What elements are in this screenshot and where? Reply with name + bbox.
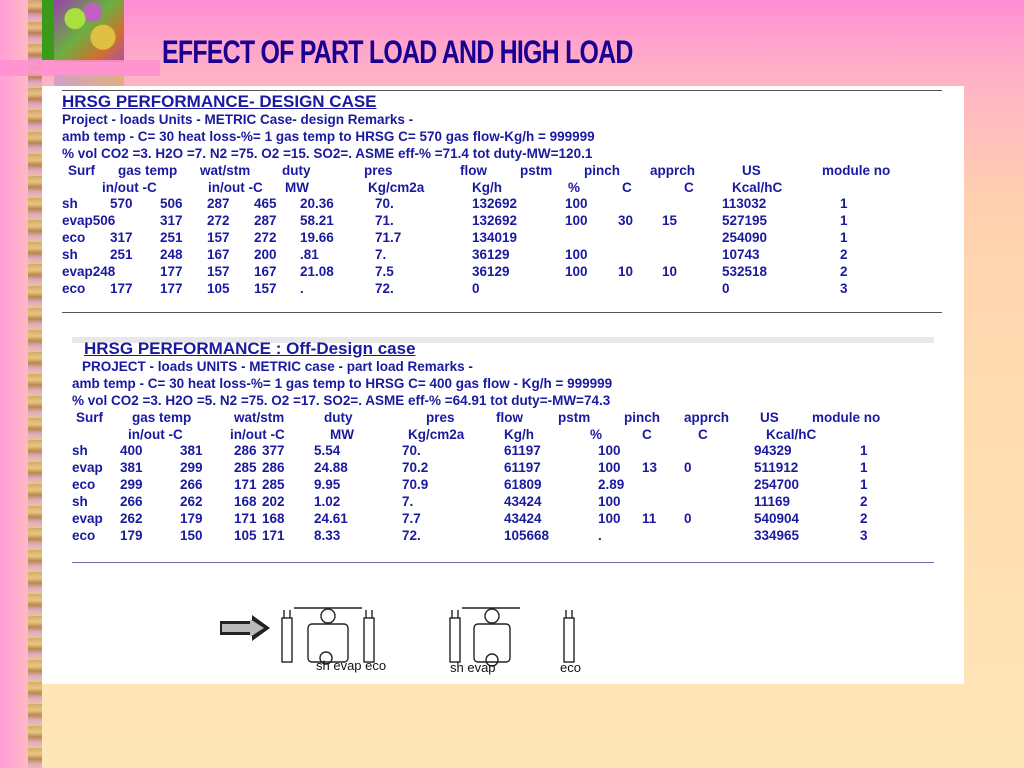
table-cell: 21.08: [300, 264, 334, 280]
table-cell: 58.21: [300, 213, 334, 229]
table-cell: 540904: [754, 511, 800, 527]
column-header: Surf: [68, 162, 95, 178]
column-header: pres: [364, 162, 393, 178]
module-schematic: [220, 604, 580, 680]
table-cell: 43424: [504, 494, 542, 510]
table-cell: 171: [234, 477, 257, 493]
table-cell: 266: [120, 494, 143, 510]
offdesign-bottom-rule: [72, 562, 934, 563]
table-cell: 94329: [754, 443, 792, 459]
column-subheader: C: [698, 426, 708, 442]
design-case-block: [62, 92, 942, 298]
green-accent-bar: [42, 0, 54, 60]
table-cell: 24.61: [314, 511, 348, 527]
column-subheader: Kcal/hC: [766, 426, 817, 442]
table-cell: 61197: [504, 460, 541, 476]
table-cell: 72.: [375, 280, 394, 296]
table-row: [72, 443, 934, 460]
offdesign-header-row-1: [72, 410, 934, 427]
table-cell: 377: [262, 443, 285, 459]
offdesign-info-line: PROJECT - loads UNITS - METRIC case - part load Remarks -: [82, 359, 473, 374]
column-header: pinch: [584, 162, 620, 178]
table-cell: 30: [618, 213, 634, 229]
top-rule: [62, 90, 942, 91]
design-header-row-2: [62, 180, 942, 197]
table-cell: 105: [234, 527, 257, 543]
column-header: flow: [460, 162, 487, 178]
table-row: [72, 460, 934, 477]
table-cell: 132692: [472, 196, 518, 212]
table-cell: 100: [598, 511, 621, 527]
table-cell: 150: [180, 527, 203, 543]
table-cell: 100: [565, 196, 588, 212]
table-cell: 1: [860, 443, 868, 459]
table-row: [72, 494, 934, 511]
table-cell: 511912: [754, 460, 799, 476]
pink-accent-bar: [0, 60, 160, 76]
table-cell: 157: [207, 264, 230, 280]
table-cell: 100: [565, 213, 588, 229]
column-header: flow: [496, 409, 523, 425]
table-cell: 70.2: [402, 460, 429, 476]
table-cell: 5.54: [314, 443, 341, 459]
column-header: pinch: [624, 409, 660, 425]
table-row: [72, 477, 934, 494]
table-cell: 61197: [504, 443, 541, 459]
left-gradient-band: [0, 0, 28, 768]
table-cell: evap248: [62, 264, 116, 280]
table-cell: 134019: [472, 230, 518, 246]
column-header: wat/stm: [200, 162, 251, 178]
table-cell: 251: [110, 247, 133, 263]
table-cell: evap: [72, 460, 103, 476]
table-cell: 286: [262, 460, 285, 476]
column-subheader: in/out -C: [230, 426, 285, 442]
table-cell: 2: [840, 264, 848, 280]
content-panel: [42, 86, 964, 684]
column-subheader: Kcal/hC: [732, 179, 783, 195]
table-cell: 7.: [375, 247, 387, 263]
group2-label: sh evap: [450, 660, 496, 675]
table-cell: 24.88: [314, 460, 348, 476]
table-cell: 71.7: [375, 230, 402, 246]
design-header-row-1: [62, 163, 942, 180]
column-subheader: C: [642, 426, 652, 442]
column-header: gas temp: [132, 409, 192, 425]
table-cell: 7.5: [375, 264, 394, 280]
table-cell: 272: [254, 230, 277, 246]
table-cell: 200: [254, 247, 277, 263]
table-cell: 0: [684, 460, 692, 476]
table-cell: 1: [840, 230, 848, 246]
table-cell: 262: [180, 494, 203, 510]
table-row: [62, 230, 942, 247]
table-cell: 36129: [472, 247, 510, 263]
table-cell: 71.: [375, 213, 394, 229]
table-cell: 179: [120, 527, 143, 543]
table-cell: 286: [234, 443, 257, 459]
offdesign-info-line: % vol CO2 =3. H2O =5. N2 =75. O2 =17. SO2=. ASME eff-% =64.91 tot duty=-MW=74.3: [72, 392, 611, 408]
design-heading: HRSG PERFORMANCE- DESIGN CASE: [62, 92, 377, 111]
table-cell: 272: [207, 213, 230, 229]
table-cell: 10: [662, 264, 678, 280]
table-cell: 157: [254, 280, 277, 296]
column-subheader: Kg/cm2a: [368, 179, 425, 195]
table-cell: 400: [120, 443, 143, 459]
table-cell: 132692: [472, 213, 518, 229]
table-cell: 0: [472, 280, 480, 296]
table-cell: 1.02: [314, 494, 341, 510]
column-header: Surf: [76, 409, 103, 425]
column-header: US: [760, 409, 779, 425]
table-cell: 317: [110, 230, 133, 246]
table-cell: 381: [180, 443, 203, 459]
table-cell: 177: [110, 280, 133, 296]
table-cell: 100: [598, 460, 621, 476]
table-cell: 1: [860, 460, 868, 476]
column-header: apprch: [650, 162, 696, 178]
table-cell: 287: [207, 196, 230, 212]
column-subheader: MW: [285, 179, 309, 195]
table-cell: 266: [180, 477, 203, 493]
column-header: apprch: [684, 409, 730, 425]
table-cell: 105668: [504, 527, 550, 543]
column-subheader: MW: [330, 426, 354, 442]
table-cell: 105: [207, 280, 230, 296]
table-cell: 287: [254, 213, 277, 229]
design-table-body: [62, 196, 942, 297]
table-cell: 285: [262, 477, 285, 493]
table-cell: 248: [160, 247, 183, 263]
design-bottom-rule: [62, 312, 942, 313]
table-cell: 61809: [504, 477, 542, 493]
column-subheader: %: [590, 426, 603, 442]
group1-label: sh evap eco: [316, 658, 387, 673]
column-header: module no: [812, 409, 881, 425]
table-cell: 570: [110, 196, 133, 212]
table-cell: 285: [234, 460, 257, 476]
table-cell: 506: [160, 196, 183, 212]
table-cell: 3: [840, 280, 848, 296]
table-cell: eco: [72, 477, 96, 493]
offdesign-heading: HRSG PERFORMANCE : Off-Design case: [84, 339, 416, 358]
table-cell: sh: [62, 196, 78, 212]
table-cell: 13: [642, 460, 658, 476]
design-info-line: amb temp - C= 30 heat loss-%= 1 gas temp to HRSG C= 570 gas flow-Kg/h = 999999: [62, 128, 595, 144]
column-header: duty: [282, 162, 311, 178]
column-subheader: C: [684, 179, 694, 195]
table-cell: 299: [180, 460, 203, 476]
table-cell: 2.89: [598, 477, 625, 493]
table-cell: evap506: [62, 213, 116, 229]
table-cell: 177: [160, 264, 183, 280]
table-cell: 7.7: [402, 511, 421, 527]
table-cell: 2: [840, 247, 848, 263]
table-cell: .: [300, 280, 304, 296]
table-cell: 11169: [754, 494, 791, 510]
table-cell: 381: [120, 460, 143, 476]
group3-label: eco: [560, 660, 581, 675]
column-subheader: in/out -C: [128, 426, 183, 442]
table-cell: 113032: [722, 196, 767, 212]
table-cell: 177: [160, 280, 183, 296]
table-cell: sh: [72, 443, 88, 459]
table-row: [62, 281, 942, 298]
table-cell: 167: [207, 247, 230, 263]
table-cell: 2: [860, 511, 868, 527]
table-cell: 7.: [402, 494, 414, 510]
column-header: module no: [822, 162, 891, 178]
design-info-line: Project - loads Units - METRIC Case- design Remarks -: [62, 112, 414, 127]
column-header: gas temp: [118, 162, 178, 178]
table-cell: 171: [262, 527, 285, 543]
table-cell: 202: [262, 494, 285, 510]
table-cell: 8.33: [314, 527, 341, 543]
column-header: pstm: [520, 162, 553, 178]
table-cell: 299: [120, 477, 143, 493]
table-cell: 171: [234, 511, 257, 527]
table-cell: 167: [254, 264, 277, 280]
column-subheader: %: [568, 179, 581, 195]
module-group-3: [564, 610, 574, 662]
table-cell: 10: [618, 264, 634, 280]
table-cell: 72.: [402, 527, 421, 543]
table-cell: 100: [565, 247, 588, 263]
table-cell: 100: [598, 443, 621, 459]
left-decorative-strip: [28, 0, 42, 768]
table-cell: 100: [565, 264, 588, 280]
table-cell: 1: [860, 477, 868, 493]
table-row: [72, 511, 934, 528]
column-header: pres: [426, 409, 455, 425]
decorative-photo-tile: [54, 0, 124, 62]
column-subheader: Kg/cm2a: [408, 426, 465, 442]
table-cell: eco: [62, 280, 86, 296]
table-cell: .: [598, 527, 602, 543]
table-cell: eco: [72, 527, 96, 543]
offdesign-case-block: [72, 339, 934, 545]
table-cell: 36129: [472, 264, 510, 280]
table-row: [62, 213, 942, 230]
table-cell: 465: [254, 196, 277, 212]
table-cell: sh: [62, 247, 78, 263]
table-cell: 70.: [375, 196, 394, 212]
column-subheader: Kg/h: [504, 426, 534, 442]
table-cell: 9.95: [314, 477, 341, 493]
table-cell: 251: [160, 230, 183, 246]
table-row: [72, 528, 934, 545]
slide-title: EFFECT OF PART LOAD AND HIGH LOAD: [162, 34, 633, 70]
table-cell: evap: [72, 511, 103, 527]
column-subheader: Kg/h: [472, 179, 502, 195]
table-cell: 19.66: [300, 230, 334, 246]
table-cell: 532518: [722, 264, 768, 280]
table-cell: 317: [160, 213, 183, 229]
table-cell: 15: [662, 213, 678, 229]
table-cell: 334965: [754, 527, 800, 543]
table-cell: 168: [262, 511, 285, 527]
table-cell: 254090: [722, 230, 768, 246]
table-cell: 168: [234, 494, 257, 510]
table-cell: 70.: [402, 443, 421, 459]
table-row: [62, 264, 942, 281]
table-cell: eco: [62, 230, 86, 246]
table-cell: 157: [207, 230, 230, 246]
table-cell: 1: [840, 213, 848, 229]
module-group-2: [450, 608, 520, 666]
offdesign-table-body: [72, 443, 934, 544]
column-header: duty: [324, 409, 353, 425]
table-cell: .81: [300, 247, 319, 263]
table-cell: 1: [840, 196, 848, 212]
column-subheader: C: [622, 179, 632, 195]
table-cell: 2: [860, 494, 868, 510]
table-row: [62, 247, 942, 264]
arrow-icon: [220, 615, 270, 641]
table-cell: 20.36: [300, 196, 334, 212]
table-cell: 43424: [504, 511, 542, 527]
table-cell: 179: [180, 511, 203, 527]
column-header: US: [742, 162, 761, 178]
table-cell: 0: [684, 511, 692, 527]
offdesign-header-row-2: [72, 427, 934, 444]
table-cell: 0: [722, 280, 730, 296]
table-cell: sh: [72, 494, 88, 510]
column-subheader: in/out -C: [208, 179, 263, 195]
offdesign-info-line: amb temp - C= 30 heat loss-%= 1 gas temp to HRSG C= 400 gas flow - Kg/h = 999999: [72, 375, 613, 391]
module-group-1: [282, 608, 374, 664]
table-cell: 254700: [754, 477, 800, 493]
column-subheader: in/out -C: [102, 179, 157, 195]
table-row: [62, 196, 942, 213]
table-cell: 262: [120, 511, 143, 527]
table-cell: 10743: [722, 247, 760, 263]
table-cell: 527195: [722, 213, 768, 229]
table-cell: 11: [642, 511, 657, 527]
table-cell: 70.9: [402, 477, 429, 493]
table-cell: 3: [860, 527, 868, 543]
module-arrangement-diagram: [220, 604, 580, 680]
design-info-line: % vol CO2 =3. H2O =7. N2 =75. O2 =15. SO2=. ASME eff-% =71.4 tot duty-MW=120.1: [62, 145, 593, 161]
column-header: wat/stm: [234, 409, 285, 425]
table-cell: 100: [598, 494, 621, 510]
column-header: pstm: [558, 409, 591, 425]
